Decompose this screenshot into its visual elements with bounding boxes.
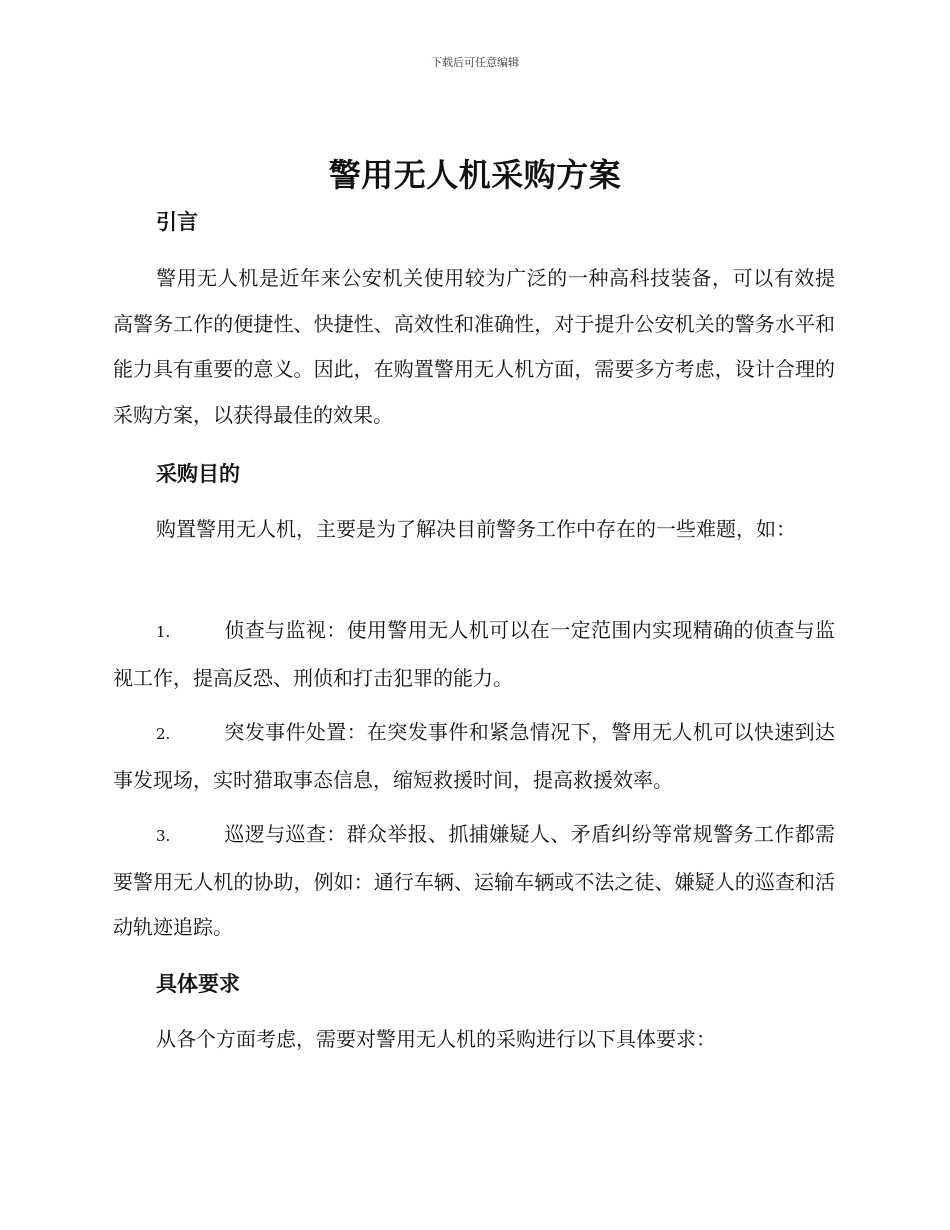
document-title: 警用无人机采购方案 <box>328 156 622 194</box>
list-item <box>113 608 835 701</box>
intro-paragraph: 警用无人机是近年来公安机关使用较为广泛的一种高科技装备，可以有效提高警务工作的便捷性、快捷性、高效性和准确性，对于提升公安机关的警务水平和能力具有重要的意义。因此，在购置警用无人机方面，需要多方考虑，设计合理的采购方案，以获得最佳的效果。 <box>113 266 835 427</box>
list-item-text: 突发事件处置：在突发事件和紧急情况下，警用无人机可以快速到达事发现场，实时猎取事态信息，缩短救援时间，提高救援效率。 <box>113 720 835 792</box>
list-item-number: 1. <box>156 623 171 641</box>
page-header-note: 下载后可任意编辑 <box>431 56 519 69</box>
list-item <box>113 710 835 803</box>
requirements-paragraph: 从各个方面考虑，需要对警用无人机的采购进行以下具体要求： <box>156 1027 716 1051</box>
purpose-paragraph: 购置警用无人机，主要是为了解决目前警务工作中存在的一些难题，如： <box>156 517 796 541</box>
section-heading-requirements: 具体要求 <box>156 972 240 996</box>
list-item <box>113 812 835 951</box>
list-item-text: 侦查与监视：使用警用无人机可以在一定范围内实现精确的侦查与监视工作，提高反恐、刑侦和打击犯罪的能力。 <box>113 618 835 690</box>
section-heading-purpose: 采购目的 <box>156 462 240 486</box>
section-heading-intro: 引言 <box>156 210 198 234</box>
list-item-number: 2. <box>156 725 171 743</box>
list-item-number: 3. <box>156 827 171 845</box>
list-item-text: 巡逻与巡查：群众举报、抓捕嫌疑人、矛盾纠纷等常规警务工作都需要警用无人机的协助，例如：通行车辆、运输车辆或不法之徒、嫌疑人的巡查和活动轨迹追踪。 <box>113 822 835 939</box>
